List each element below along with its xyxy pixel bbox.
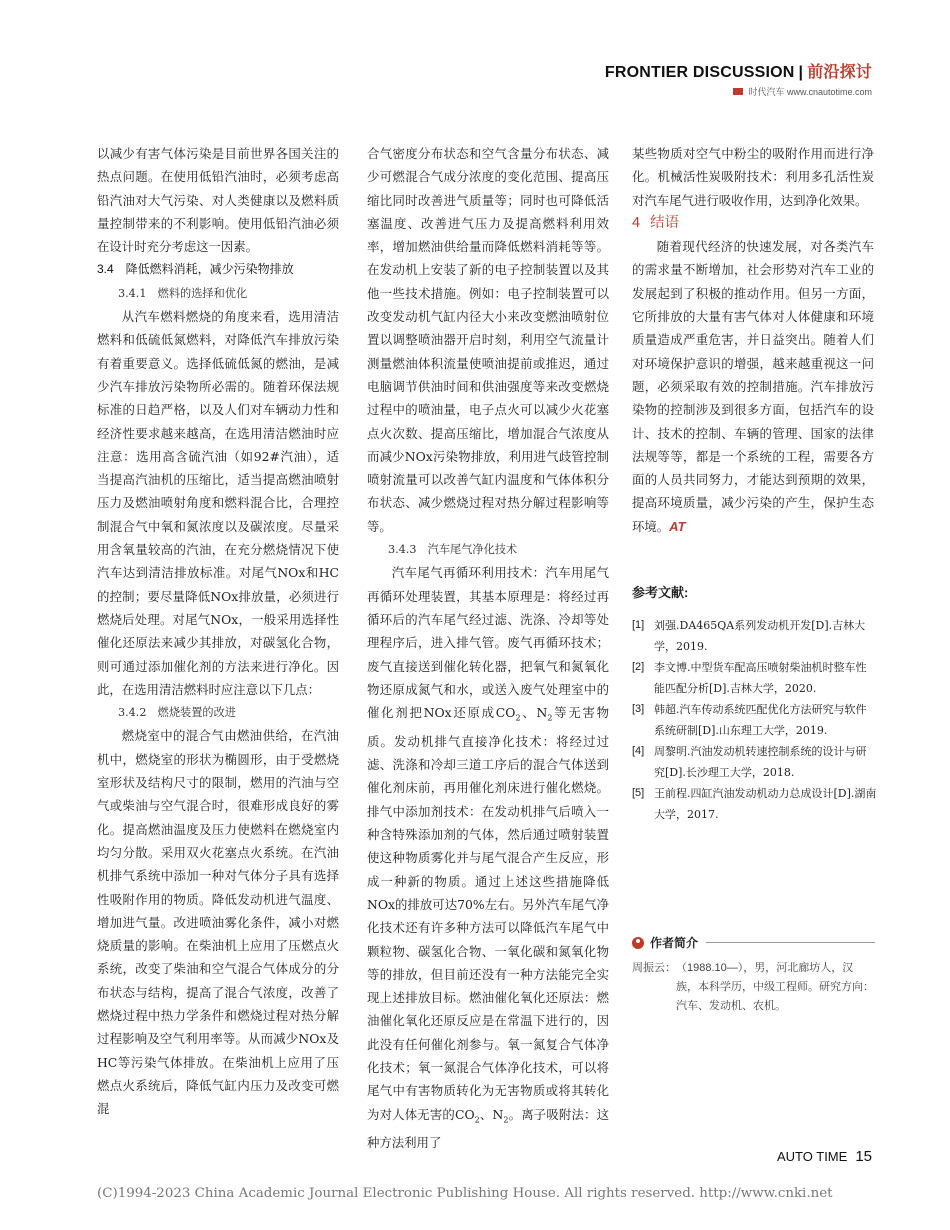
- section-title-en: FRONTIER DISCUSSION: [604, 64, 795, 81]
- column-3: [632, 142, 874, 538]
- column-1: [97, 142, 339, 1120]
- paragraph: 合气密度分布状态和空气含量分布状态、减少可燃混合气成分浓度的变化范围、提高压缩比同时改善进气质量等；同时也可降低活塞温度、改善进气压力及提高燃料利用效率，增加燃油供给量而降低燃料消耗等等。在发动机上安装了新的电子控制装置以及其他一些技术措施。例如：电子控制装置可以改变发动机气缸内径大小来改变燃油喷射位置以调整喷油器开启时刻，利用空气流量计测量燃油体积流量使喷油提前或推迟，通过电脑调节供油时间和供油强度等来改变燃烧过程中的喷油量，电子点火可以减少火花塞点火次数、提高压缩比，增加混合气浓度从而减少NOx污染物排放，利用进气歧管控制喷射流量可以改善气缸内温度和气体体积分布状态、减少燃烧过程对热分解过程影响等等。: [367, 146, 609, 534]
- author-heading: 作者简介: [632, 934, 875, 951]
- paragraph: 以减少有害气体污染是目前世界各国关注的热点问题。在使用低铅汽油时，必须考虑高铅汽油对大气污染、对人类健康以及燃料质量控制带来的不利影响。使用低铅汽油必须在设计时充分考虑这一因素。: [97, 146, 339, 255]
- reference-item: [4] 周黎明.汽油发动机转速控制系统的设计与研究[D].长沙理工大学，2018.: [632, 745, 867, 779]
- subsection-heading-3-4-2: 3.4.2 燃烧装置的改进: [118, 706, 236, 720]
- divider: [706, 942, 875, 943]
- references-title: 参考文献:: [632, 585, 689, 600]
- paragraph: 从汽车燃料燃烧的角度来看，选用清洁燃料和低硫低氮燃料，对降低汽车排放污染有着重要意义。选择低硫低氮的燃油，是减少汽车排放污染物所必需的。随着环保法规标准的日趋严格，以及人们对车辆动力性和经济性要求越来越高，在选用清洁燃油时应注意：选用高含硫汽油（如92#汽油），适当提高汽油机的压缩比，适当提高燃油喷射压力及燃油喷射角度和燃料混合比，合理控制混合气中氧和氮浓度以及碳浓度。尽量采用含氧量较高的汽油，在充分燃烧情况下使汽车达到清洁排放标准。对尾气NOx和HC的控制；要尽量降低NOx排放量，必须进行燃烧后处理。对尾气NOx，一般采用选择性催化还原法来减少其排放，对碳氢化合物，则可通过添加催化剂的方法来进行净化。因此，在选用清洁燃料时应注意以下几点：: [97, 309, 339, 697]
- reference-item: [5] 王前程.四缸汽油发动机动力总成设计[D].湖南大学，2017.: [632, 787, 877, 821]
- subsection-heading-3-4-1: 3.4.1 燃料的选择和优化: [118, 286, 248, 300]
- paragraph: 燃烧室中的混合气由燃油供给，在汽油机中，燃烧室的形状为椭圆形，由于受燃烧室形状及结构尺寸的限制，燃用的汽油与空气或柴油与空气混合时，很难形成良好的雾化。提高燃油温度及压力使燃料在燃烧室内均匀分散。采用双火花塞点火系统。在汽油机排气系统中添加一种对气体分子具有选择性吸附作用的物质。降低发动机进气温度、增加进气量。改进喷油雾化条件，减小对燃烧质量的影响。在柴油机上应用了压燃点火系统，改变了柴油和空气混合气体成分的分布状态与结构，提高了混合气浓度，改善了燃烧过程中热力学条件和燃烧过程对热分解过程影响及空气利用率等。从而减少NOx及HC等污染气体排放。在柴油机上应用了压燃点火系统后，降低气缸内压力及改变可燃混: [97, 728, 339, 1117]
- section-title-cn: 前沿探讨: [807, 64, 872, 81]
- paragraph: 某些物质对空气中粉尘的吸附作用而进行净化。机械活性炭吸附技术：利用多孔活性炭对汽车尾气进行吸收作用，达到净化效果。: [632, 146, 874, 208]
- journal-section-title: [605, 59, 872, 82]
- journal-website-line: [733, 85, 872, 98]
- section-heading-4: 4 结语: [632, 214, 680, 231]
- paragraph: 随着现代经济的快速发展，对各类汽车的需求量不断增加，社会形势对汽车工业的发展起到了积极的推动作用。但另一方面，它所排放的大量有害气体对人体健康和环境质量造成严重危害，并日益突出。随着人们对环境保护意识的增强，越来越重视这一问题，必须采取有效的控制措施。汽车排放污染物的控制涉及到很多方面，包括汽车的设计、技术的控制、车辆的管理、国家的法律法规等等，都是一个系统的工程，需要各方面的人员共同努力，才能达到预期的效果，提高环境质量，减少污染的产生，保护生态环境。AT: [632, 239, 874, 534]
- author-name: 周振云：: [632, 962, 676, 974]
- subsection-heading-3-4-3: 3.4.3 汽车尾气净化技术: [388, 543, 518, 557]
- reference-item: [1] 刘强.DA465QA系列发动机开发[D].吉林大学，2019.: [632, 619, 866, 653]
- paragraph: 汽车尾气再循环利用技术：汽车用尾气再循环处理装置，其基本原理是：将经过再循环后的汽车尾气经过滤、洗涤、冷却等处理程序后，进入排气管。废气再循环技术；废气直接送到催化转化器，把氧气和氮氧化物还原成氮气和水，或送入废气处理室中的催化剂把NOx还原成$CO_2$、$N_2$等无害物质。发动机排气直接净化技术：将经过过滤、洗涤和冷却三道工序后的混合气体送到催化剂床前，再用催化剂床进行催化燃烧。排气中添加剂技术：在发动机排气后喷入一种含特殊添加剂的气体，然后通过喷射装置使这种物质雾化并与尾气混合产生反应，形成一种新的物质。通过上述这些措施降低NOx的排放可达70%左右。另外汽车尾气净化技术还有许多种方法可以降低汽车尾气中颗粒物、碳氢化合物、一氧化碳和氮氧化物等的排放，但目前还没有一种方法能完全实现上述排放目标。燃油催化氧化还原法：燃油催化氧化还原反应是在常温下进行的，因此没有任何催化剂参与。氧一氮复合气体净化技术；氧一氮混合气体净化技术，可以将尾气中有害物质转化为无害物质或将其转化为对人体无害的$CO_2$、$N_2$。离子吸附法：这种方法利用了: [367, 565, 610, 1151]
- author-bio-text: （1988.10—），男，河北廊坊人，汉族，本科学历，中级工程师。研究方向：汽车、发动机、农机。: [676, 962, 874, 1012]
- journal-name: AUTO TIME: [777, 1149, 848, 1164]
- copyright-line: (C)1994-2023 China Academic Journal Electronic Publishing House. All rights reserved. http://www.cnki.net: [97, 1186, 833, 1201]
- reference-item: [3] 韩超.汽车传动系统匹配优化方法研究与软件系统研制[D].山东理工大学，2019.: [632, 703, 867, 737]
- person-icon: [632, 937, 644, 949]
- page-footer: [777, 1148, 872, 1165]
- end-mark-logo: AT: [669, 518, 686, 534]
- author-info: [632, 934, 875, 1016]
- page-number: 15: [855, 1148, 872, 1165]
- mail-icon: [733, 88, 743, 95]
- references: [632, 582, 877, 825]
- author-bio: [632, 959, 875, 1016]
- title-separator: |: [798, 64, 804, 81]
- column-2: [367, 142, 609, 1155]
- section-heading-3-4: 3.4 降低燃料消耗，减少污染物排放: [97, 262, 294, 277]
- reference-item: [2] 李文博.中型货车配高压喷射柴油机时整车性能匹配分析[D].吉林大学，2020.: [632, 661, 867, 695]
- journal-website: 时代汽车 www.cnautotime.com: [748, 87, 872, 97]
